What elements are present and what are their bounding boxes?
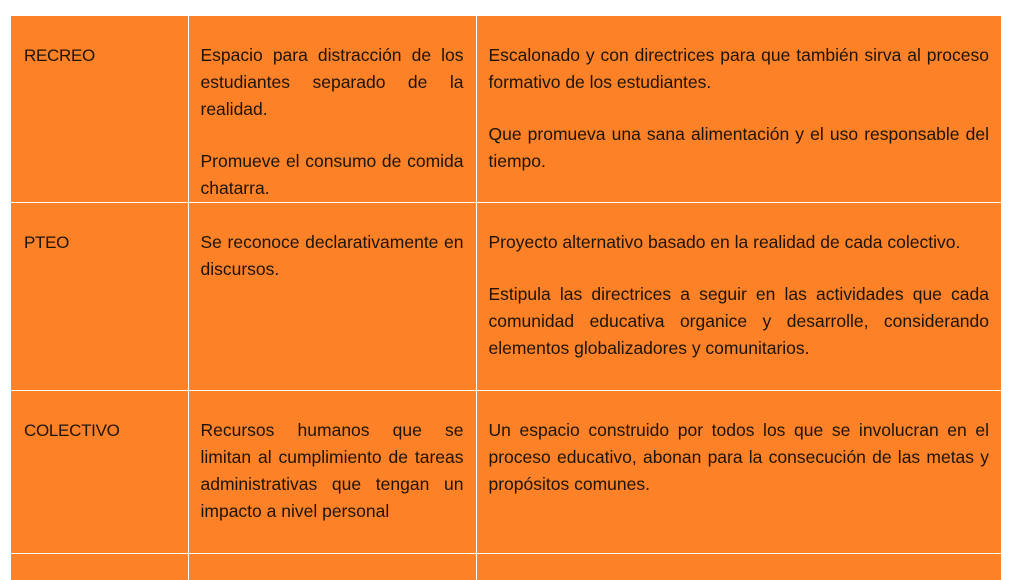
- row-label: RECREO: [11, 16, 188, 203]
- proposal-cell: [476, 203, 1001, 391]
- comparison-table: [11, 16, 1001, 580]
- comparison-table-container: [11, 16, 1001, 580]
- cell-paragraph: Espacio para distracción de los estudiantes separado de la realidad.: [200, 45, 464, 119]
- current-state-cell: [188, 391, 476, 554]
- empty-cell: [188, 554, 476, 580]
- cell-paragraph: Estipula las directrices a seguir en las actividades que cada comunidad educativa organice y desarrolle, considerando elementos globalizadores y comunitarios.: [488, 284, 989, 358]
- cell-paragraph: Escalonado y con directrices para que también sirva al proceso formativo de los estudiantes.: [488, 45, 989, 92]
- row-label: PTEO: [11, 203, 188, 391]
- cell-paragraph: Promueve el consumo de comida chatarra.: [200, 151, 464, 198]
- proposal-cell: [476, 391, 1001, 554]
- current-state-cell: [188, 203, 476, 391]
- proposal-cell: [476, 16, 1001, 203]
- cell-paragraph: Recursos humanos que se limitan al cumplimiento de tareas administrativas que tengan un impacto a nivel personal: [200, 420, 464, 521]
- table-row-empty: [11, 554, 1001, 580]
- cell-paragraph: Que promueva una sana alimentación y el uso responsable del tiempo.: [488, 124, 989, 171]
- table-row-pteo: [11, 203, 1001, 391]
- empty-cell: [11, 554, 188, 580]
- current-state-cell: [188, 16, 476, 203]
- table-row-recreo: [11, 16, 1001, 203]
- row-label: COLECTIVO: [11, 391, 188, 554]
- cell-paragraph: Se reconoce declarativamente en discursos.: [200, 232, 464, 279]
- table-row-colectivo: [11, 391, 1001, 554]
- empty-cell: [476, 554, 1001, 580]
- cell-paragraph: Proyecto alternativo basado en la realidad de cada colectivo.: [488, 232, 961, 252]
- cell-paragraph: Un espacio construido por todos los que se involucran en el proceso educativo, abonan para la consecución de las metas y propósitos comunes.: [488, 420, 989, 494]
